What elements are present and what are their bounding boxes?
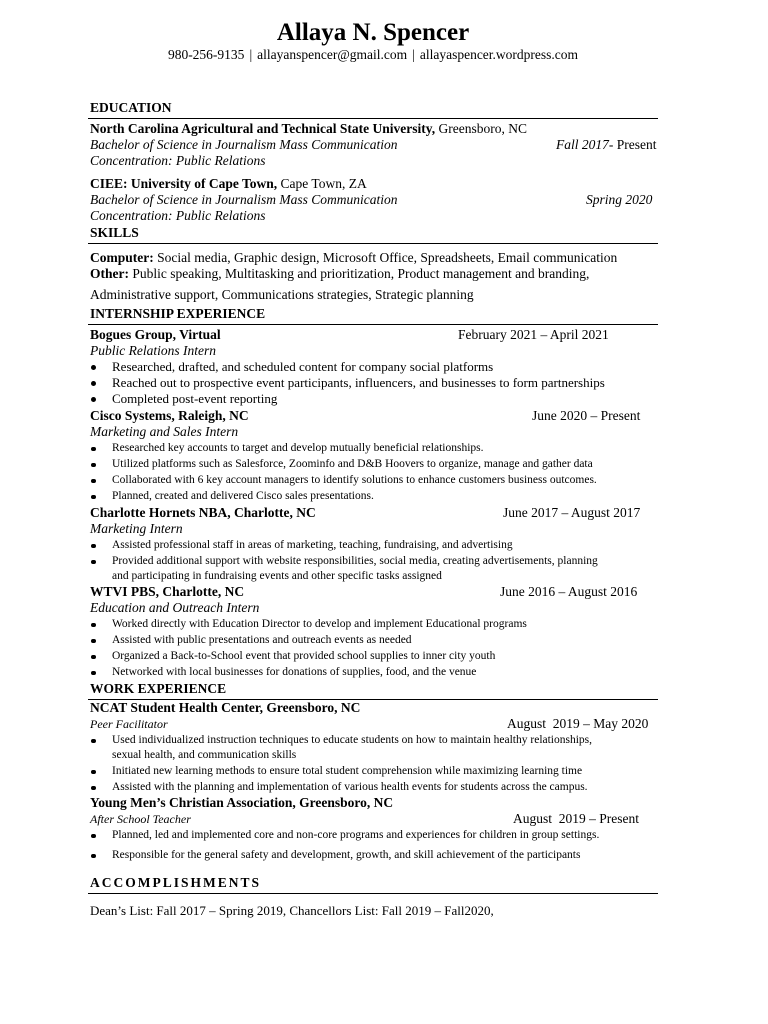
bullet-text: Worked directly with Education Director to develop and implement Educational programs — [112, 618, 527, 630]
bullet-item — [88, 553, 658, 584]
job-dates: June 2016 – August 2016 — [500, 584, 638, 599]
bullet-item — [88, 847, 658, 863]
bullet-item — [88, 456, 658, 472]
bullet-icon — [91, 739, 96, 744]
skills-heading: SKILLS — [88, 225, 658, 244]
skill-label: Other: — [90, 265, 129, 281]
bullet-icon — [91, 671, 96, 676]
job-role-line — [88, 811, 658, 827]
education-section — [88, 100, 658, 224]
job-dates: August 2019 – Present — [513, 811, 639, 826]
bullet-icon — [91, 770, 96, 775]
accomplishments-body — [88, 894, 658, 919]
job-dates: June 2017 – August 2017 — [503, 505, 641, 520]
job-org: Cisco Systems, Raleigh, NC — [90, 408, 249, 423]
computer-skills-line — [88, 250, 658, 266]
internship-body — [88, 325, 658, 680]
job-org: WTVI PBS, Charlotte, NC — [90, 584, 245, 599]
job-header — [88, 700, 658, 716]
skill-list: Social media, Graphic design, Microsoft Office, Spreadsheets, Email communication — [157, 249, 618, 265]
job-header — [88, 408, 658, 424]
bullet-text: Assisted with the planning and implementation of various health events for students across the campus. — [112, 781, 588, 793]
bullet-text: Organized a Back-to-School event that provided school supplies to inner city youth — [112, 650, 496, 662]
bullet-text: Assisted with public presentations and outreach events as needed — [112, 634, 412, 646]
job-role: Marketing and Sales Intern — [90, 424, 239, 439]
accomplishments-heading: ACCOMPLISHMENTS — [88, 875, 658, 894]
bullet-item — [88, 488, 658, 504]
contact-separator: | — [249, 47, 253, 62]
bullet-text: Assisted professional staff in areas of marketing, teaching, fundraising, and advertising — [112, 539, 513, 551]
skills-section — [88, 225, 658, 303]
bullet-item — [88, 779, 658, 795]
school-line — [88, 121, 658, 137]
job-dates: February 2021 – April 2021 — [458, 327, 609, 342]
bullet-item — [88, 632, 658, 648]
bullet-item — [88, 732, 658, 763]
accomplishments-text: Dean’s List: Fall 2017 – Spring 2019, Chancellors List: Fall 2019 – Fall2020, — [90, 902, 494, 918]
bullet-text: Collaborated with 6 key account managers to identify solutions to enhance customers business outcomes. — [112, 474, 597, 486]
job-header — [88, 505, 658, 521]
education-heading: EDUCATION — [88, 100, 658, 119]
bullet-text: Initiated new learning methods to ensure total student comprehension while maximizing learning time — [112, 765, 583, 777]
bullet-item — [88, 472, 658, 488]
bullet-icon — [91, 381, 96, 386]
bullet-list — [88, 616, 658, 680]
degree-date: Fall 2017 — [556, 136, 609, 152]
job-entry — [88, 327, 658, 407]
bullet-icon — [91, 365, 96, 370]
skill-label: Computer: — [90, 249, 154, 265]
job-header — [88, 327, 658, 343]
job-entry — [88, 584, 658, 680]
bullet-icon — [91, 786, 96, 791]
internship-heading: INTERNSHIP EXPERIENCE — [88, 306, 658, 325]
bullet-icon — [91, 479, 96, 484]
school-location: Cape Town, ZA — [280, 175, 367, 191]
bullet-icon — [91, 639, 96, 644]
degree-date-suffix: - Present — [608, 136, 657, 152]
job-role-line — [88, 424, 658, 440]
concentration: Concentration: Public Relations — [90, 152, 266, 168]
school-location: Greensboro, NC — [438, 120, 527, 136]
job-role-line — [88, 521, 658, 537]
bullet-item — [88, 375, 658, 391]
other-skills-line-continued — [88, 287, 658, 303]
bullet-text: Planned, created and delivered Cisco sales presentations. — [112, 490, 374, 502]
education-entry — [88, 176, 658, 224]
bullet-text-continued: sexual health, and communication skills — [112, 749, 297, 761]
job-header — [88, 795, 658, 811]
degree-dates — [556, 137, 657, 153]
bullet-icon — [91, 560, 96, 565]
job-role: After School Teacher — [90, 812, 191, 826]
bullet-list — [88, 537, 658, 584]
skill-list: Public speaking, Multitasking and prioritization, Product management and branding, — [132, 265, 590, 281]
bullet-item — [88, 616, 658, 632]
bullet-text: Researched, drafted, and scheduled content for company social platforms — [112, 359, 494, 374]
degree-line — [88, 192, 658, 208]
contact-line — [88, 47, 658, 63]
bullet-icon — [91, 463, 96, 468]
work-section — [88, 681, 658, 863]
concentration-line — [88, 153, 658, 169]
education-entry — [88, 121, 658, 169]
contact-separator: | — [412, 47, 415, 62]
bullet-text: Planned, led and implemented core and non-core programs and experiences for children in group settings. — [112, 829, 600, 841]
name-heading: Allaya N. Spencer — [276, 19, 470, 46]
degree: Bachelor of Science in Journalism Mass Communication — [90, 191, 398, 207]
bullet-item — [88, 391, 658, 407]
bullet-item — [88, 664, 658, 680]
bullet-list — [88, 359, 658, 407]
bullet-list — [88, 732, 658, 795]
job-org: NCAT Student Health Center, Greensboro, NC — [90, 700, 361, 715]
bullet-item — [88, 648, 658, 664]
job-role: Public Relations Intern — [90, 343, 216, 358]
bullet-item — [88, 537, 658, 553]
job-role-line — [88, 343, 658, 359]
bullet-item — [88, 827, 658, 843]
degree-date: Spring 2020 — [586, 191, 653, 207]
bullet-text: Provided additional support with website responsibilities, social media, creating advertisements, planning — [112, 555, 598, 567]
job-role-line — [88, 716, 658, 732]
bullet-text: Utilized platforms such as Salesforce, Zoominfo and D&B Hoovers to organize, manage and gather data — [112, 458, 593, 470]
phone-number: 980-256-9135 — [167, 47, 245, 62]
job-org: Charlotte Hornets NBA, Charlotte, NC — [90, 505, 316, 520]
bullet-text-continued: and participating in fundraising events and other specific tasks assigned — [112, 570, 442, 582]
bullet-item — [88, 359, 658, 375]
job-role: Education and Outreach Intern — [90, 600, 260, 615]
website-url: allayaspencer.wordpress.com — [419, 47, 579, 62]
other-skills-line — [88, 266, 658, 282]
school-name: North Carolina Agricultural and Technical State University, — [90, 120, 436, 136]
concentration: Concentration: Public Relations — [90, 207, 266, 223]
work-body — [88, 700, 658, 863]
degree-line — [88, 137, 658, 153]
email-address: allayanspencer@gmail.com — [257, 47, 408, 62]
bullet-icon — [91, 544, 96, 549]
bullet-list — [88, 827, 658, 863]
accomplishments-section — [88, 875, 658, 919]
skills-body — [88, 244, 658, 303]
bullet-icon — [91, 655, 96, 660]
bullet-icon — [91, 495, 96, 500]
job-role-line — [88, 600, 658, 616]
bullet-icon — [91, 397, 96, 402]
internship-section — [88, 306, 658, 680]
job-role: Peer Facilitator — [90, 717, 168, 731]
school-line — [88, 176, 658, 192]
job-org: Young Men’s Christian Association, Greensboro, NC — [90, 795, 394, 810]
bullet-text: Networked with local businesses for donations of supplies, food, and the venue — [112, 666, 477, 678]
job-entry — [88, 505, 658, 584]
job-entry — [88, 700, 658, 795]
bullet-text: Used individualized instruction techniques to educate students on how to maintain healthy relationships, — [112, 734, 593, 746]
bullet-icon — [91, 447, 96, 452]
degree: Bachelor of Science in Journalism Mass Communication — [90, 136, 398, 152]
bullet-text: Researched key accounts to target and develop mutually beneficial relationships. — [112, 442, 484, 454]
bullet-icon — [91, 834, 96, 839]
job-entry — [88, 408, 658, 504]
bullet-icon — [91, 623, 96, 628]
job-org: Bogues Group, Virtual — [90, 327, 221, 342]
job-header — [88, 584, 658, 600]
bullet-list — [88, 440, 658, 504]
bullet-item — [88, 763, 658, 779]
education-body — [88, 119, 658, 224]
school-name: CIEE: University of Cape Town, — [90, 175, 278, 191]
bullet-text: Completed post-event reporting — [112, 391, 278, 406]
job-entry — [88, 795, 658, 863]
bullet-icon — [91, 854, 96, 859]
bullet-text: Reached out to prospective event participants, influencers, and businesses to form partnerships — [112, 375, 605, 390]
job-dates: August 2019 – May 2020 — [507, 716, 649, 731]
bullet-text: Responsible for the general safety and development, growth, and skill achievement of the participants — [112, 849, 581, 861]
work-heading: WORK EXPERIENCE — [88, 681, 658, 700]
concentration-line — [88, 208, 658, 224]
bullet-item — [88, 440, 658, 456]
job-dates: June 2020 – Present — [532, 408, 641, 423]
skill-list: Administrative support, Communications strategies, Strategic planning — [90, 286, 474, 302]
job-role: Marketing Intern — [90, 521, 183, 536]
